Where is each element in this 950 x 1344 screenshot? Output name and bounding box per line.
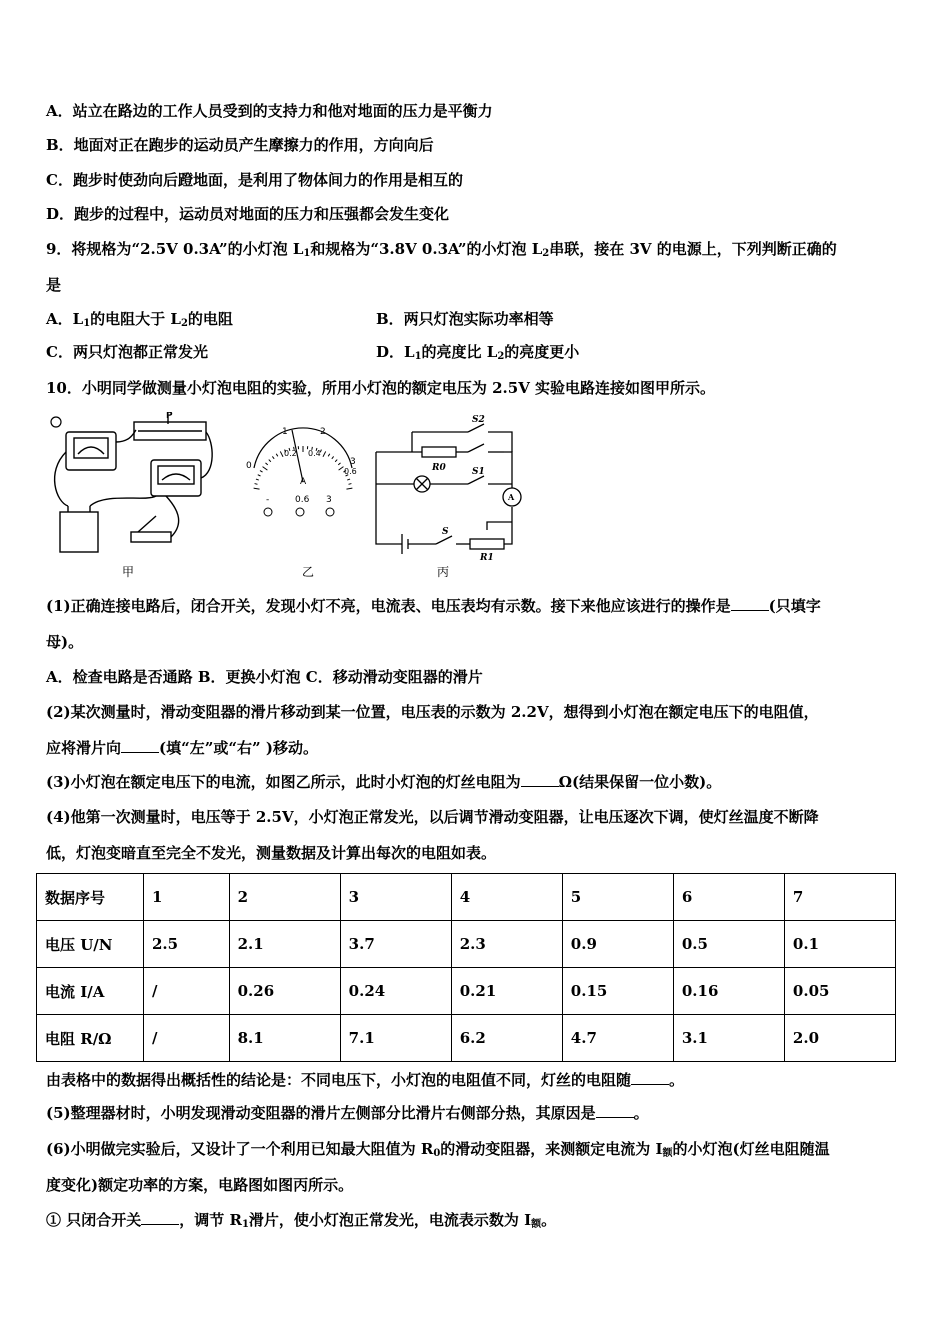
dial-tick	[323, 451, 326, 456]
figure-jia-label: 甲	[122, 565, 135, 579]
terminal-minus: -	[266, 495, 270, 505]
dial-tick	[335, 460, 337, 462]
table-cell: 6	[673, 874, 784, 921]
table-row	[37, 921, 896, 968]
table-row-header: 电流 I/A	[37, 968, 144, 1015]
switch-s2	[468, 444, 484, 452]
answer-blank-1[interactable]	[731, 596, 769, 611]
dial-tick	[265, 463, 267, 465]
dial-tick	[328, 454, 330, 457]
unit-label: A	[300, 477, 307, 487]
table-cell: 0.16	[673, 968, 784, 1015]
q10-part2: (2)某次测量时，滑动变阻器的滑片移动到某一位置，电压表的示数为 2.2V，想得到小灯泡在额定电压下的电阻值，	[46, 703, 819, 721]
table-cell: 3.7	[340, 921, 451, 968]
table-cell: 6.2	[451, 1015, 562, 1062]
terminal-06: 0.6	[295, 495, 310, 505]
tick-label-04: 0.4	[308, 449, 321, 458]
q8-option-d: D．跑步的过程中，运动员对地面的压力和压强都会发生变化	[46, 205, 450, 223]
dial-tick	[269, 460, 271, 462]
q10-part1: (1)正确连接电路后，闭合开关，发现小灯不亮，电流表、电压表均有示数。接下来他应该进行的操作是 (只填字	[46, 597, 821, 615]
dial-tick	[255, 484, 258, 485]
terminal-3: 3	[326, 495, 332, 505]
table-row-header: 数据序号	[37, 874, 144, 921]
q9-option-a: A．$L_1$的电阻大于 $L_2$的电阻	[46, 310, 233, 329]
table-cell: 7	[784, 874, 895, 921]
table-cell: 0.15	[562, 968, 673, 1015]
table-cell: 5	[562, 874, 673, 921]
dial-tick	[347, 479, 350, 480]
table-cell: 3	[340, 874, 451, 921]
table-cell: 2.0	[784, 1015, 895, 1062]
dial-tick	[258, 475, 261, 476]
terminal-icon	[296, 508, 304, 516]
tick-label-1: 1	[282, 427, 288, 437]
r1-resistor	[470, 539, 504, 549]
table-cell: 0.5	[673, 921, 784, 968]
table-cell: 2	[229, 874, 340, 921]
switch-s1b	[468, 476, 484, 484]
bulb	[51, 417, 61, 427]
q10-part6: (6)小明做完实验后，又设计了一个利用已知最大阻值为 $R_0$的滑动变阻器，来测额定电流为 $I_额$的小灯泡(灯丝电阻随温	[46, 1140, 830, 1159]
table-cell: 0.26	[229, 968, 340, 1015]
data-table	[36, 873, 896, 1062]
q9-stem-cont: 是	[46, 276, 62, 294]
q10-part6-cont: 度变化)额定功率的方案，电路图如图丙所示。	[46, 1176, 354, 1194]
q10-part4-cont: 低，灯泡变暗直至完全不发光，测量数据及计算出每次的电阻如表。	[46, 844, 497, 862]
label-a: A	[508, 492, 515, 502]
label-s: S	[442, 527, 449, 537]
label-s1: S1	[472, 467, 485, 477]
dial-tick	[346, 488, 352, 489]
table-cell: 1	[144, 874, 230, 921]
dial-tick	[339, 467, 344, 471]
q10-part3: (3)小灯泡在额定电压下的电流，如图乙所示，此时小灯泡的灯丝电阻为 Ω(结果保留一位小数)。	[46, 773, 722, 791]
table-row	[37, 874, 896, 921]
table-row	[37, 968, 896, 1015]
q10-part4: (4)他第一次测量时，电压等于 2.5V，小灯泡正常发光，以后调节滑动变阻器，让电压逐次下调，使灯丝温度不断降	[46, 808, 819, 826]
answer-blank-6[interactable]	[141, 1210, 179, 1225]
table-row-header: 电压 U/N	[37, 921, 144, 968]
table-cell: 4.7	[562, 1015, 673, 1062]
q8-option-a: A．站立在路边的工作人员受到的支持力和他对地面的压力是平衡力	[46, 102, 493, 120]
answer-blank-4[interactable]	[631, 1070, 669, 1085]
label-r0: R0	[432, 463, 446, 473]
q8-option-c: C．跑步时使劲向后蹬地面，是利用了物体间力的作用是相互的	[46, 171, 463, 189]
terminal-icon	[326, 508, 334, 516]
tick-label-06: 0.6	[344, 467, 357, 476]
terminal-icon	[264, 508, 272, 516]
dial-tick	[256, 479, 259, 480]
tick-label-02: 0.2	[284, 449, 297, 458]
q10-part1-cont: 母)。	[46, 633, 84, 651]
answer-blank-3[interactable]	[521, 772, 559, 787]
table-row	[37, 1015, 896, 1062]
dial-tick	[260, 471, 263, 473]
tick-label-3: 3	[350, 457, 356, 467]
dial-tick	[349, 484, 352, 485]
q10-part5: (5)整理器材时，小明发现滑动变阻器的滑片左侧部分比滑片右侧部分热，其原因是 。	[46, 1104, 649, 1122]
tick-label-2: 2	[320, 427, 326, 437]
table-cell: 0.24	[340, 968, 451, 1015]
q9-option-c: C．两只灯泡都正常发光	[46, 343, 208, 361]
table-cell: 8.1	[229, 1015, 340, 1062]
table-cell: 0.05	[784, 968, 895, 1015]
table-cell: /	[144, 968, 230, 1015]
q9-option-b: B．两只灯泡实际功率相等	[376, 310, 554, 328]
q10-stem: 10．小明同学做测量小灯泡电阻的实验，所用小灯泡的额定电压为 2.5V 实验电路连接如图甲所示。	[46, 379, 716, 397]
dial-tick	[280, 451, 283, 456]
table-cell: 4	[451, 874, 562, 921]
figure-yi-ammeter	[240, 412, 365, 532]
table-cell: 2.5	[144, 921, 230, 968]
table-cell: 0.1	[784, 921, 895, 968]
rheostat-label-p: P	[166, 412, 173, 421]
dial-tick	[254, 488, 260, 489]
switch-s1	[468, 424, 484, 432]
dial-tick	[338, 463, 340, 465]
answer-blank-2[interactable]	[121, 738, 159, 753]
dial-tick	[276, 454, 278, 457]
dial-tick	[263, 467, 268, 471]
figure-bing-circuit	[372, 412, 522, 562]
q8-option-b: B．地面对正在跑步的运动员产生摩擦力的作用，方向向后	[46, 136, 434, 154]
tick-label-0: 0	[246, 461, 252, 471]
table-cell: 3.1	[673, 1015, 784, 1062]
table-row-header: 电阻 R/Ω	[37, 1015, 144, 1062]
q10-part6-step1: ① 只闭合开关 ，调节 $R_1$滑片，使小灯泡正常发光，电流表示数为 $I_额$。	[46, 1211, 557, 1230]
figure-bing-label: 丙	[437, 565, 450, 579]
table-cell: /	[144, 1015, 230, 1062]
table-cell: 0.21	[451, 968, 562, 1015]
q10-part1-options: A．检查电路是否通路 B．更换小灯泡 C．移动滑动变阻器的滑片	[46, 668, 483, 686]
q9-option-d: D．$L_1$的亮度比 $L_2$的亮度更小	[376, 343, 580, 362]
table-cell: 2.1	[229, 921, 340, 968]
dial-tick	[272, 456, 274, 458]
q10-part2-cont: 应将滑片向 (填“左”或“右” )移动。	[46, 739, 318, 757]
voltmeter-dial	[74, 438, 108, 458]
table-cell: 2.3	[451, 921, 562, 968]
figure-jia	[46, 412, 226, 577]
battery	[60, 512, 98, 552]
answer-blank-5[interactable]	[596, 1103, 634, 1118]
table-cell: 0.9	[562, 921, 673, 968]
q9-stem: 9．将规格为“2.5V 0.3A”的小灯泡 $L_1$和规格为“3.8V 0.3A”的小灯泡 $L_2$串联，接在 3V 的电源上，下列判断正确的	[46, 240, 837, 259]
label-r1: R1	[480, 553, 494, 562]
figure-yi-label: 乙	[302, 565, 315, 579]
switch-s	[436, 536, 452, 544]
dial-tick	[332, 456, 334, 458]
table-cell: 7.1	[340, 1015, 451, 1062]
q10-part4-conclusion: 由表格中的数据得出概括性的结论是：不同电压下，小灯泡的电阻值不同，灯丝的电阻随 。	[46, 1071, 685, 1089]
label-s2: S2	[472, 415, 485, 425]
r0-resistor	[422, 447, 456, 457]
switch-base	[131, 532, 171, 542]
